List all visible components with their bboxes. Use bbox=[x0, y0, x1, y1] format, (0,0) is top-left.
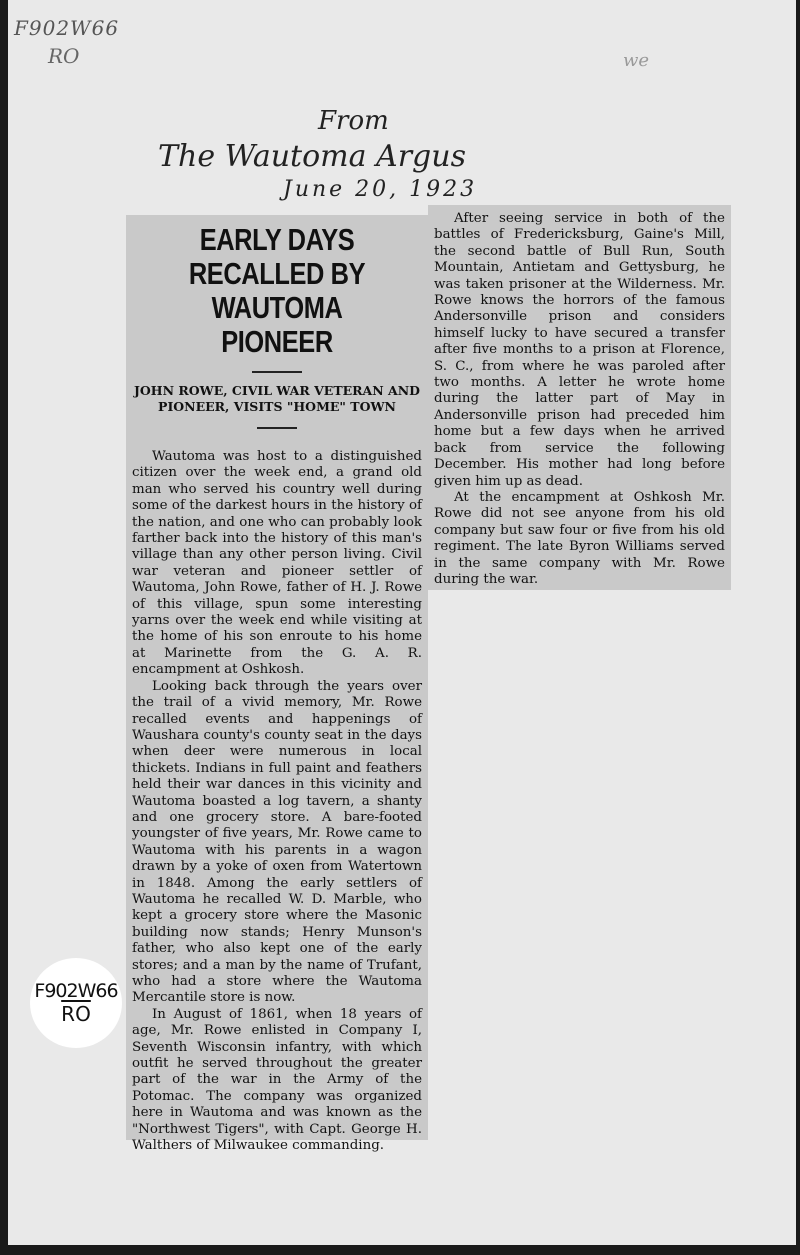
paragraph: After seeing service in both of the battles of Fredericksburg, Gaine's Mill, the second battle of Bull Run, South Mountain, Antietam and Gettysburg, he was taken prisoner at the Wilderness. Mr. Rowe knows the horrors of the famous Andersonville prison and considers himself lucky to have secured a transfer after five months to a prison at Florence, S. C., from where he was paroled after two months. A letter he wrote home during the latter part of May in Andersonville prison had preceded him home but a few days when he arrived back from service the following December. His mother had long before given him up as dead. bbox=[434, 211, 725, 489]
stamp-code: F902W66 bbox=[34, 980, 118, 1002]
document-page bbox=[8, 0, 796, 1245]
catalog-sub-handwritten: RO bbox=[48, 44, 80, 68]
headline-divider bbox=[252, 371, 302, 373]
article-body-left bbox=[126, 449, 428, 1154]
paragraph: Wautoma was host to a distinguished citizen over the week end, a grand old man who served his country well during some of the darkest hours in the history of the nation, and one who can probably look farther back into the history of this man's village than any other person living. Civil war veteran and pioneer settler of Wautoma, John Rowe, father of H. J. Rowe of this village, spun some interesting yarns over the week end while visiting at the home of his son enroute to his home at Marinette from the G. A. R. encampment at Oshkosh. bbox=[132, 449, 422, 678]
paragraph: In August of 1861, when 18 years of age, Mr. Rowe enlisted in Company I, Seventh Wisconsin infantry, with which outfit he served throughout the greater part of the war in the Army of the Potomac. The company was organized here in Wautoma and was known as the "Northwest Tigers", with Capt. George H. Walthers of Milwaukee commanding. bbox=[132, 1006, 422, 1154]
stamp-sub: $\overline{RO}$ bbox=[61, 1002, 91, 1026]
paragraph: Looking back through the years over the trail of a vivid memory, Mr. Rowe recalled events and happenings of Waushara county's county seat in the days when deer were numerous in local thickets. Indians in full paint and feathers held their war dances in this vicinity and Wautoma boasted a log tavern, a shanty and one grocery store. A bare-footed youngster of five years, Mr. Rowe came to Wautoma with his parents in a wagon drawn by a yoke of oxen from Watertown in 1848. Among the early settlers of Wautoma he recalled W. D. Marble, who kept a grocery store where the Masonic building now stands; Henry Munson's father, who also kept one of the early stores; and a man by the name of Trufant, who had a store where the Wautoma Mercantile store is now. bbox=[132, 678, 422, 1006]
article-body-right bbox=[428, 211, 731, 588]
catalog-stamp bbox=[30, 958, 122, 1048]
source-date-handwritten: June 20, 1923 bbox=[283, 177, 478, 202]
source-from-handwritten: From bbox=[318, 106, 389, 136]
catalog-code-handwritten: F902W66 bbox=[14, 16, 120, 40]
article-column-right bbox=[428, 205, 731, 590]
subheadline-divider bbox=[257, 427, 297, 429]
paragraph: At the encampment at Oshkosh Mr. Rowe did not see anyone from his old company but saw four or five from his old regiment. The late Byron Williams served in the same company with Mr. Rowe during the war. bbox=[434, 489, 725, 587]
source-name-handwritten: The Wautoma Argus bbox=[158, 139, 466, 174]
article-subheadline: JOHN ROWE, CIVIL WAR VETERAN AND PIONEER, VISITS "HOME" TOWN bbox=[134, 383, 420, 414]
article-column-left bbox=[126, 215, 428, 1154]
article-headline: EARLY DAYS RECALLED BY WAUTOMA PIONEER bbox=[188, 222, 366, 359]
corner-mark-handwritten: we bbox=[623, 50, 650, 71]
